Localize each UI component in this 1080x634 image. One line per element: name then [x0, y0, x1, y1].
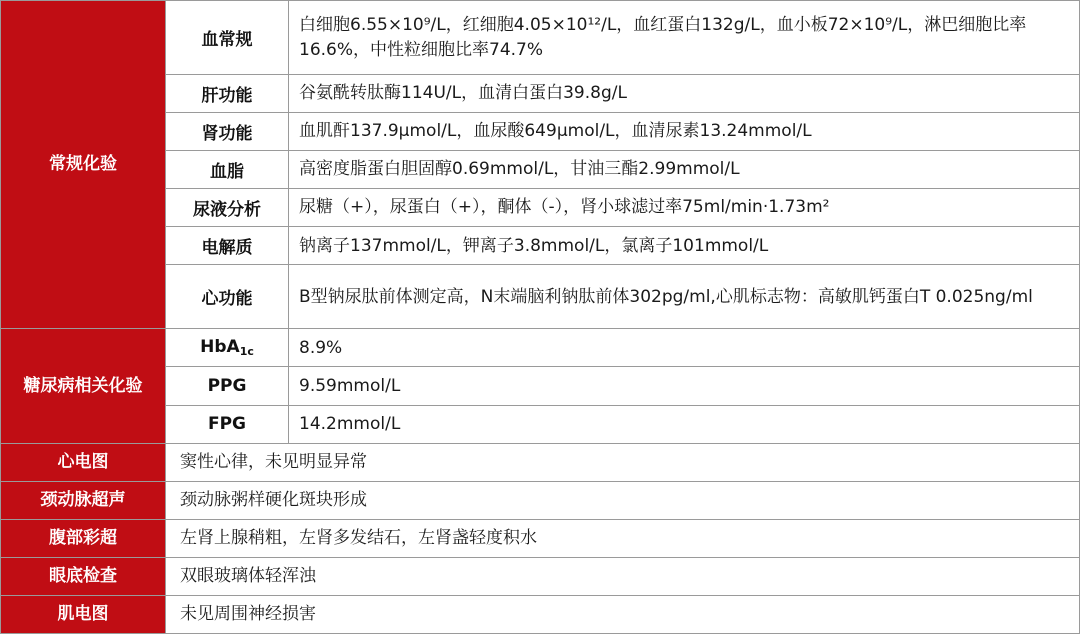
category-abdominal-ultrasound: 腹部彩超 — [1, 519, 166, 557]
result-carotid-ultrasound: 颈动脉粥样硬化斑块形成 — [166, 481, 1080, 519]
result-cardiac-function: B型钠尿肽前体测定高，N末端脑利钠肽前体302pg/ml,心肌标志物：高敏肌钙蛋白T 0.025ng/ml — [289, 265, 1080, 329]
result-blood-routine: 白细胞6.55×10⁹/L，红细胞4.05×10¹²/L，血红蛋白132g/L，血小板72×10⁹/L，淋巴细胞比率16.6%，中性粒细胞比率74.7% — [289, 1, 1080, 75]
table-row — [1, 557, 1080, 595]
table-row — [1, 1, 1080, 75]
category-emg: 肌电图 — [1, 595, 166, 633]
test-hba1c — [166, 329, 289, 367]
result-electrolytes: 钠离子137mmol/L，钾离子3.8mmol/L，氯离子101mmol/L — [289, 227, 1080, 265]
result-abdominal-ultrasound: 左肾上腺稍粗，左肾多发结石，左肾盏轻度积水 — [166, 519, 1080, 557]
table-row — [1, 595, 1080, 633]
test-hba1c-main: HbA — [200, 337, 240, 358]
test-kidney-function: 肾功能 — [166, 113, 289, 151]
result-ppg: 9.59mmol/L — [289, 367, 1080, 405]
test-blood-lipids: 血脂 — [166, 151, 289, 189]
test-urinalysis: 尿液分析 — [166, 189, 289, 227]
test-fpg: FPG — [166, 405, 289, 443]
result-urinalysis: 尿糖（+），尿蛋白（+），酮体（-），肾小球滤过率75ml/min·1.73m² — [289, 189, 1080, 227]
result-blood-lipids: 高密度脂蛋白胆固醇0.69mmol/L，甘油三酯2.99mmol/L — [289, 151, 1080, 189]
category-ecg: 心电图 — [1, 443, 166, 481]
result-kidney-function: 血肌酐137.9μmol/L，血尿酸649μmol/L，血清尿素13.24mmol/L — [289, 113, 1080, 151]
result-liver-function: 谷氨酰转肽酶114U/L，血清白蛋白39.8g/L — [289, 75, 1080, 113]
result-emg: 未见周围神经损害 — [166, 595, 1080, 633]
category-diabetes-tests: 糖尿病相关化验 — [1, 329, 166, 443]
result-hba1c: 8.9% — [289, 329, 1080, 367]
test-electrolytes: 电解质 — [166, 227, 289, 265]
table-row — [1, 329, 1080, 367]
result-fpg: 14.2mmol/L — [289, 405, 1080, 443]
category-routine-tests: 常规化验 — [1, 1, 166, 329]
table-row — [1, 519, 1080, 557]
test-cardiac-function: 心功能 — [166, 265, 289, 329]
table-row — [1, 443, 1080, 481]
category-carotid-ultrasound: 颈动脉超声 — [1, 481, 166, 519]
result-ecg: 窦性心律，未见明显异常 — [166, 443, 1080, 481]
result-fundus-exam: 双眼玻璃体轻浑浊 — [166, 557, 1080, 595]
test-blood-routine: 血常规 — [166, 1, 289, 75]
test-hba1c-subscript: 1c — [239, 345, 254, 359]
category-fundus-exam: 眼底检查 — [1, 557, 166, 595]
test-ppg: PPG — [166, 367, 289, 405]
table-row — [1, 481, 1080, 519]
test-liver-function: 肝功能 — [166, 75, 289, 113]
